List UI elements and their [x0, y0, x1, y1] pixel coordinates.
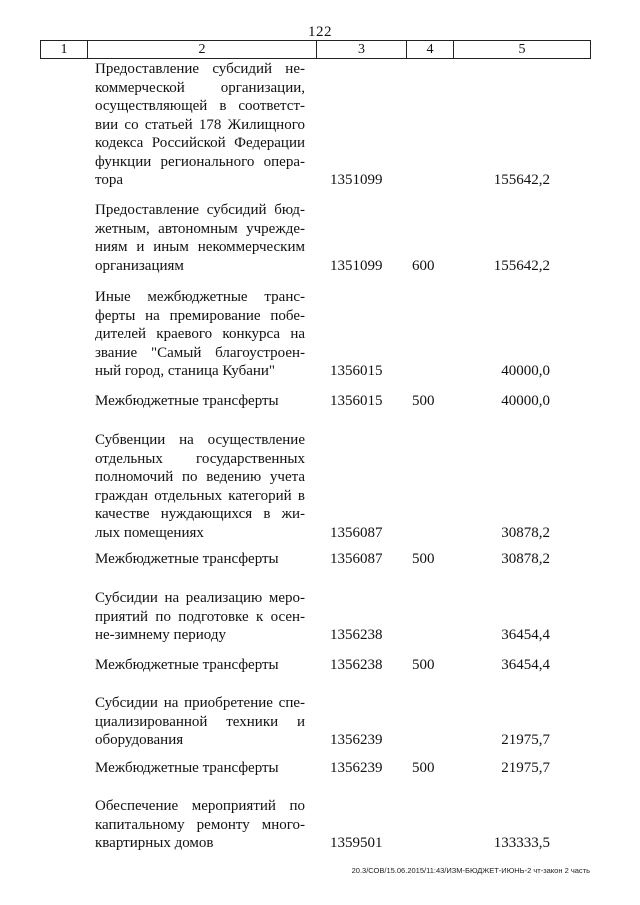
row-name-line: квартирных домов	[95, 835, 214, 851]
row-code: 1351099	[330, 172, 383, 188]
row-name-line: Иные межбюджетные транс-	[95, 289, 305, 305]
row-name	[95, 656, 305, 675]
row-name-line: Субвенции на осуществление	[95, 432, 305, 448]
row-code: 1356239	[330, 760, 383, 776]
row-name-line: Субсидии на реализацию меро-	[95, 590, 305, 606]
row-code: 1356239	[330, 732, 383, 748]
row-amount: 155642,2	[493, 172, 550, 188]
row-name-line: ферты на премирование побе-	[95, 307, 305, 324]
row-code: 1356015	[330, 393, 383, 409]
row-name	[95, 288, 305, 381]
row-name	[95, 201, 305, 275]
column-header-4: 4	[407, 41, 454, 58]
row-name-line: циализированной техники и	[95, 713, 305, 730]
row-name	[95, 589, 305, 645]
row-name-line: тора	[95, 172, 124, 188]
row-amount: 36454,4	[501, 627, 550, 643]
row-expense-type: 500	[412, 657, 435, 673]
row-name-line: осуществляющей в соответст-	[95, 98, 305, 114]
table-header-row	[40, 40, 591, 59]
row-amount: 155642,2	[493, 257, 550, 274]
row-name-line: Межбюджетные трансферты	[95, 657, 279, 673]
row-name-line: вии со статьей 178 Жилищного	[95, 116, 305, 133]
column-header-5: 5	[518, 42, 526, 57]
row-amount: 40000,0	[501, 393, 550, 409]
row-code: 1356015	[330, 363, 383, 379]
column-header-3: 3	[317, 41, 407, 58]
row-expense-type: 500	[412, 551, 435, 567]
row-name	[95, 431, 305, 542]
row-amount: 21975,7	[501, 760, 550, 776]
row-name-line: жетным, автономным учрежде-	[95, 220, 305, 237]
row-name-line: ниям и иным некоммерческим	[95, 239, 305, 255]
row-name-line: кодекса Российской Федерации	[95, 135, 305, 151]
row-name	[95, 759, 305, 778]
row-amount: 36454,4	[501, 657, 550, 673]
row-name	[95, 797, 305, 853]
row-code: 1356087	[330, 551, 383, 567]
row-name	[95, 694, 305, 750]
row-name-line: Межбюджетные трансферты	[95, 760, 279, 776]
column-header-2: 2	[88, 41, 317, 58]
row-name	[95, 392, 305, 411]
row-name-line: полномочий по ведению учета	[95, 469, 305, 485]
row-name-line: Межбюджетные трансферты	[95, 393, 279, 409]
row-name-line: Предоставление субсидий бюд-	[95, 202, 305, 218]
row-code: 1356238	[330, 657, 383, 673]
row-code: 1351099	[330, 257, 383, 274]
row-name-line: дителей краевого конкурса на	[95, 326, 305, 342]
row-expense-type: 500	[412, 393, 435, 409]
row-expense-type: 600	[412, 257, 435, 274]
row-name	[95, 550, 305, 569]
row-amount: 40000,0	[501, 363, 550, 379]
row-name-line: функции регионального опера-	[95, 153, 305, 170]
row-name-line: не-зимнему периоду	[95, 627, 226, 643]
row-name-line: коммерческой организации,	[95, 79, 305, 96]
row-name-line: ный город, станица Кубани"	[95, 363, 276, 379]
row-name-line: качестве нуждающихся в жи-	[95, 506, 305, 522]
row-amount: 30878,2	[501, 524, 550, 541]
row-name-line: Предоставление субсидий не-	[95, 61, 305, 77]
row-name-line: оборудования	[95, 732, 184, 748]
row-name-line: приятий по подготовке к осен-	[95, 608, 305, 625]
row-name-line: капитальному ремонту много-	[95, 816, 305, 833]
row-amount: 133333,5	[493, 835, 550, 851]
page-number: 122	[308, 24, 332, 40]
column-header-1: 1	[41, 41, 88, 58]
row-name-line: Обеспечение мероприятий по	[95, 798, 305, 814]
footer-note: 20.3/СОВ/15.06.2015/11:43/ИЗМ-БЮДЖЕТ-ИЮНЬ-2 чт-закон 2 часть	[351, 866, 590, 875]
row-code: 1356087	[330, 524, 383, 541]
row-name-line: организациям	[95, 257, 184, 274]
row-name-line: Субсидии на приобретение спе-	[95, 695, 305, 711]
row-name-line: звание "Самый благоустроен-	[95, 344, 305, 361]
row-name	[95, 60, 305, 190]
row-name-line: Межбюджетные трансферты	[95, 551, 279, 567]
row-code: 1356238	[330, 627, 383, 643]
row-name-line: отдельных государственных	[95, 450, 305, 467]
row-expense-type: 500	[412, 760, 435, 776]
row-name-line: лых помещениях	[95, 524, 204, 541]
row-code: 1359501	[330, 835, 383, 851]
row-amount: 30878,2	[501, 551, 550, 567]
row-name-line: граждан отдельных категорий в	[95, 487, 305, 504]
row-amount: 21975,7	[501, 732, 550, 748]
